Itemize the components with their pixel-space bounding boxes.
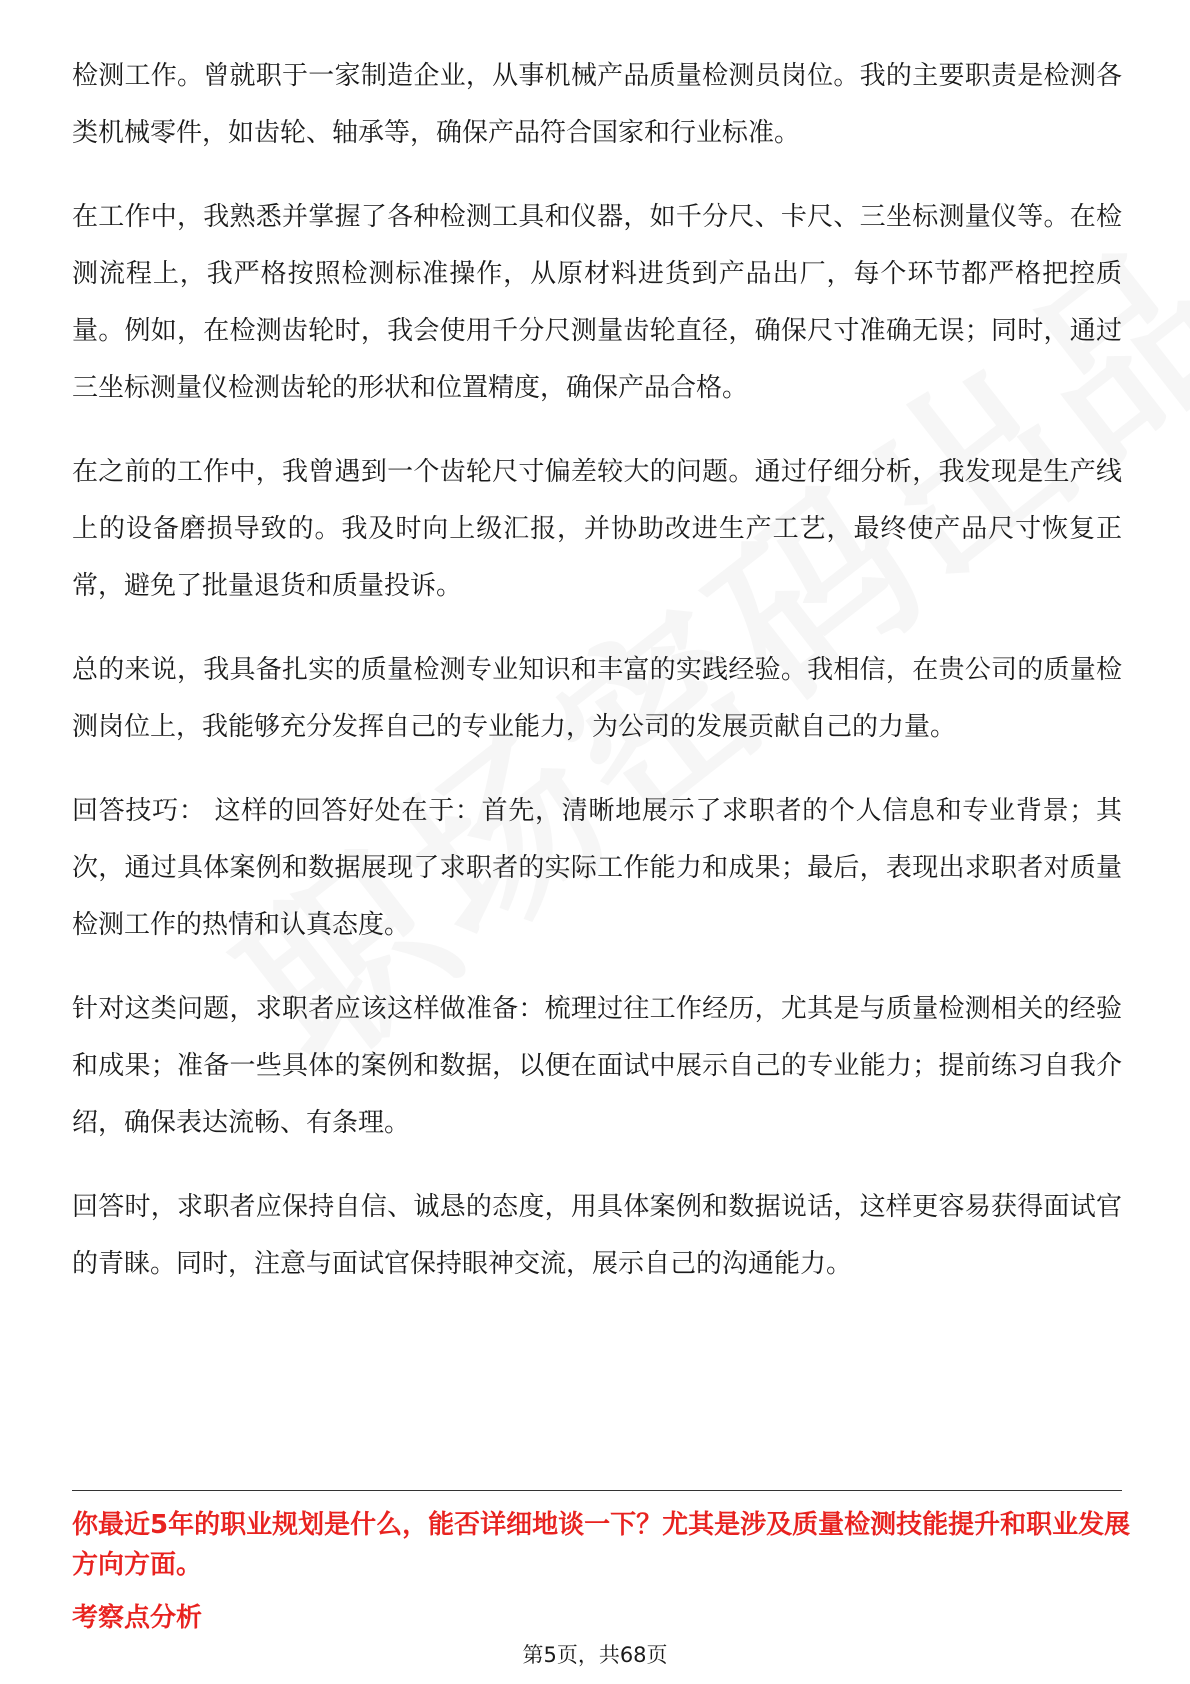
section-divider xyxy=(72,1490,1122,1491)
document-body xyxy=(72,48,1122,1320)
paragraph-4: 总的来说，我具备扎实的质量检测专业知识和丰富的实践经验。我相信，在贵公司的质量检测岗位上，我能够充分发挥自己的专业能力，为公司的发展贡献自己的力量。 xyxy=(72,655,1122,742)
answering-advice-paragraph: 回答时，求职者应保持自信、诚恳的态度，用具体案例和数据说话，这样更容易获得面试官的青睐。同时，注意与面试官保持眼神交流，展示自己的沟通能力。 xyxy=(72,1192,1122,1279)
paragraph-3: 在之前的工作中，我曾遇到一个齿轮尺寸偏差较大的问题。通过仔细分析，我发现是生产线上的设备磨损导致的。我及时向上级汇报，并协助改进生产工艺，最终使产品尺寸恢复正常，避免了批量退货和质量投诉。 xyxy=(72,457,1122,601)
answer-tips-paragraph: 回答技巧： 这样的回答好处在于：首先，清晰地展示了求职者的个人信息和专业背景；其次，通过具体案例和数据展现了求职者的实际工作能力和成果；最后，表现出求职者对质量检测工作的热情和认真态度。 xyxy=(72,796,1122,940)
analysis-heading: 考察点分析 xyxy=(72,1603,203,1633)
interview-question: 你最近5年的职业规划是什么，能否详细地谈一下？尤其是涉及质量检测技能提升和职业发展方向方面。 xyxy=(72,1510,1131,1580)
paragraph-1: 检测工作。曾就职于一家制造企业，从事机械产品质量检测员岗位。我的主要职责是检测各类机械零件，如齿轮、轴承等，确保产品符合国家和行业标准。 xyxy=(72,61,1122,148)
page-number: 第5页，共68页 xyxy=(522,1643,668,1667)
paragraph-2: 在工作中，我熟悉并掌握了各种检测工具和仪器，如千分尺、卡尺、三坐标测量仪等。在检测流程上，我严格按照检测标准操作，从原材料进货到产品出厂，每个环节都严格把控质量。例如，在检测齿轮时，我会使用千分尺测量齿轮直径，确保尺寸准确无误；同时，通过三坐标测量仪检测齿轮的形状和位置精度，确保产品合格。 xyxy=(72,202,1122,403)
preparation-paragraph: 针对这类问题，求职者应该这样做准备：梳理过往工作经历，尤其是与质量检测相关的经验和成果；准备一些具体的案例和数据，以便在面试中展示自己的专业能力；提前练习自我介绍，确保表达流畅、有条理。 xyxy=(72,994,1122,1138)
